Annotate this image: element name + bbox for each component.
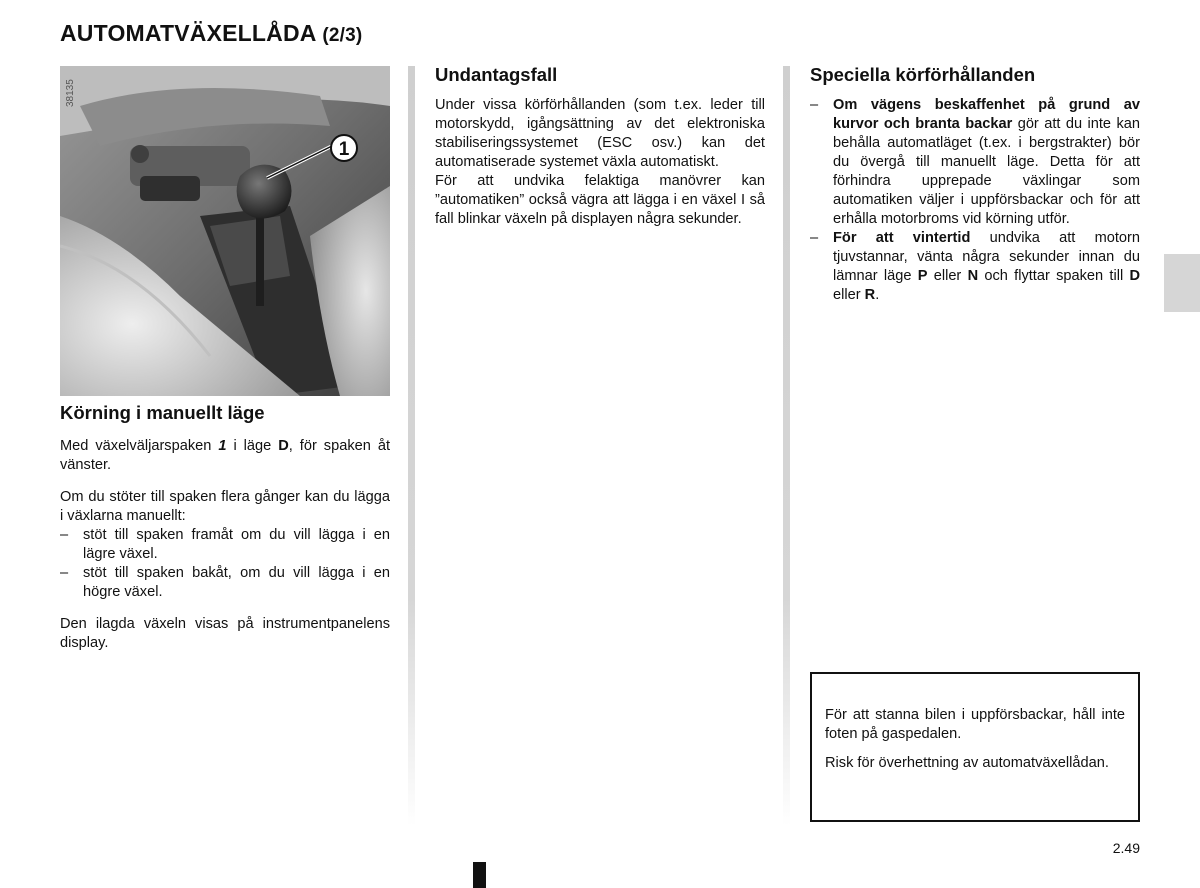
dash-marker: – (60, 527, 69, 543)
manual-mode-section (60, 402, 390, 653)
text-fragment: Med växelväljarspaken (60, 438, 219, 454)
dash-marker: – (60, 565, 69, 581)
text-fragment: . (875, 287, 880, 303)
print-mark (473, 862, 486, 888)
figure-reference-number: 38135 (65, 79, 76, 107)
list-item (60, 564, 390, 602)
warning-paragraph-1: För att stanna bilen i uppförsbackar, håll inte foten på gaspedalen. (825, 707, 1125, 742)
lever-ref-number: 1 (218, 438, 227, 454)
page-title (60, 20, 362, 47)
exceptions-paragraph-2: För att undvika felaktiga manövrer kan ”automatiken” också vägra att lägga i en växel I så fall blinkar växeln på displayen några sekunder. (435, 173, 765, 227)
column-divider (408, 66, 415, 826)
manual-mode-heading: Körning i manuellt läge (60, 402, 265, 423)
text-fragment: , för spaken åt vänster. (60, 438, 390, 473)
exceptions-section (435, 64, 765, 229)
chapter-tab (1164, 254, 1200, 312)
text-fragment: eller (927, 268, 968, 284)
page-title-text: AUTOMATVÄXELLÅDA (60, 20, 316, 46)
special-conditions-list (810, 96, 1140, 305)
warning-box (810, 672, 1140, 822)
text-fragment: undvika att motorn tjuvstannar, vänta några sekunder innan du lämnar läge (833, 230, 1140, 284)
list-item-bold: För att vintertid (833, 230, 971, 246)
page-number: 2.49 (1112, 840, 1140, 856)
list-item (810, 96, 1140, 229)
dash-marker: – (810, 230, 819, 246)
list-item-bold: Om vägens beskaffenhet på grund av kurvor och branta backar (833, 97, 1140, 132)
gear-letter: D (278, 438, 289, 454)
list-item (810, 229, 1140, 305)
dash-marker: – (810, 97, 819, 113)
page-title-part: (2/3) (322, 25, 363, 46)
exceptions-heading: Undantagsfall (435, 64, 558, 85)
manual-mode-paragraph-3: Den ilagda växeln visas på instrumentpanelens display. (60, 616, 390, 651)
text-fragment: i läge (226, 438, 279, 454)
gear-letter: D (1129, 268, 1141, 284)
manual-mode-paragraph-1 (60, 437, 390, 475)
list-item-text: gör att du inte kan behålla automatläget (t.ex. i bergstrakter) bör du övergå till manuellt läge. Detta för att förhindra upprepade växlingar som automatiken väljer i uppförsbackar och för att erhålla motorbroms vid körning utför. (833, 116, 1140, 227)
text-fragment: eller (833, 287, 865, 303)
gear-lever-photo (60, 66, 390, 396)
warning-paragraph-2: Risk för överhettning av automatväxellådan. (825, 755, 1109, 771)
gear-letter: P (917, 268, 928, 284)
text-fragment: och flyttar spaken till (978, 268, 1130, 284)
list-item (60, 526, 390, 564)
manual-shift-list (60, 526, 390, 602)
gear-letter: R (864, 287, 876, 303)
exceptions-paragraph-1: Under vissa körförhållanden (som t.ex. leder till motorskydd, igångsättning av det elektroniska stabiliseringssystemet (ESC osv.) kan det automatiserade systemet växla automatiskt. (435, 97, 765, 170)
manual-mode-paragraph-2: Om du stöter till spaken flera gånger kan du lägga i växlarna manuellt: (60, 489, 390, 524)
list-item-text: stöt till spaken bakåt, om du vill lägga i en högre växel. (83, 565, 390, 600)
special-conditions-heading: Speciella körförhållanden (810, 64, 1036, 85)
special-conditions-section (810, 64, 1140, 305)
callout-1-label: 1 (338, 139, 350, 160)
column-divider (783, 66, 790, 826)
gear-letter: N (967, 268, 979, 284)
list-item-text: stöt till spaken framåt om du vill lägga i en lägre växel. (83, 527, 390, 562)
